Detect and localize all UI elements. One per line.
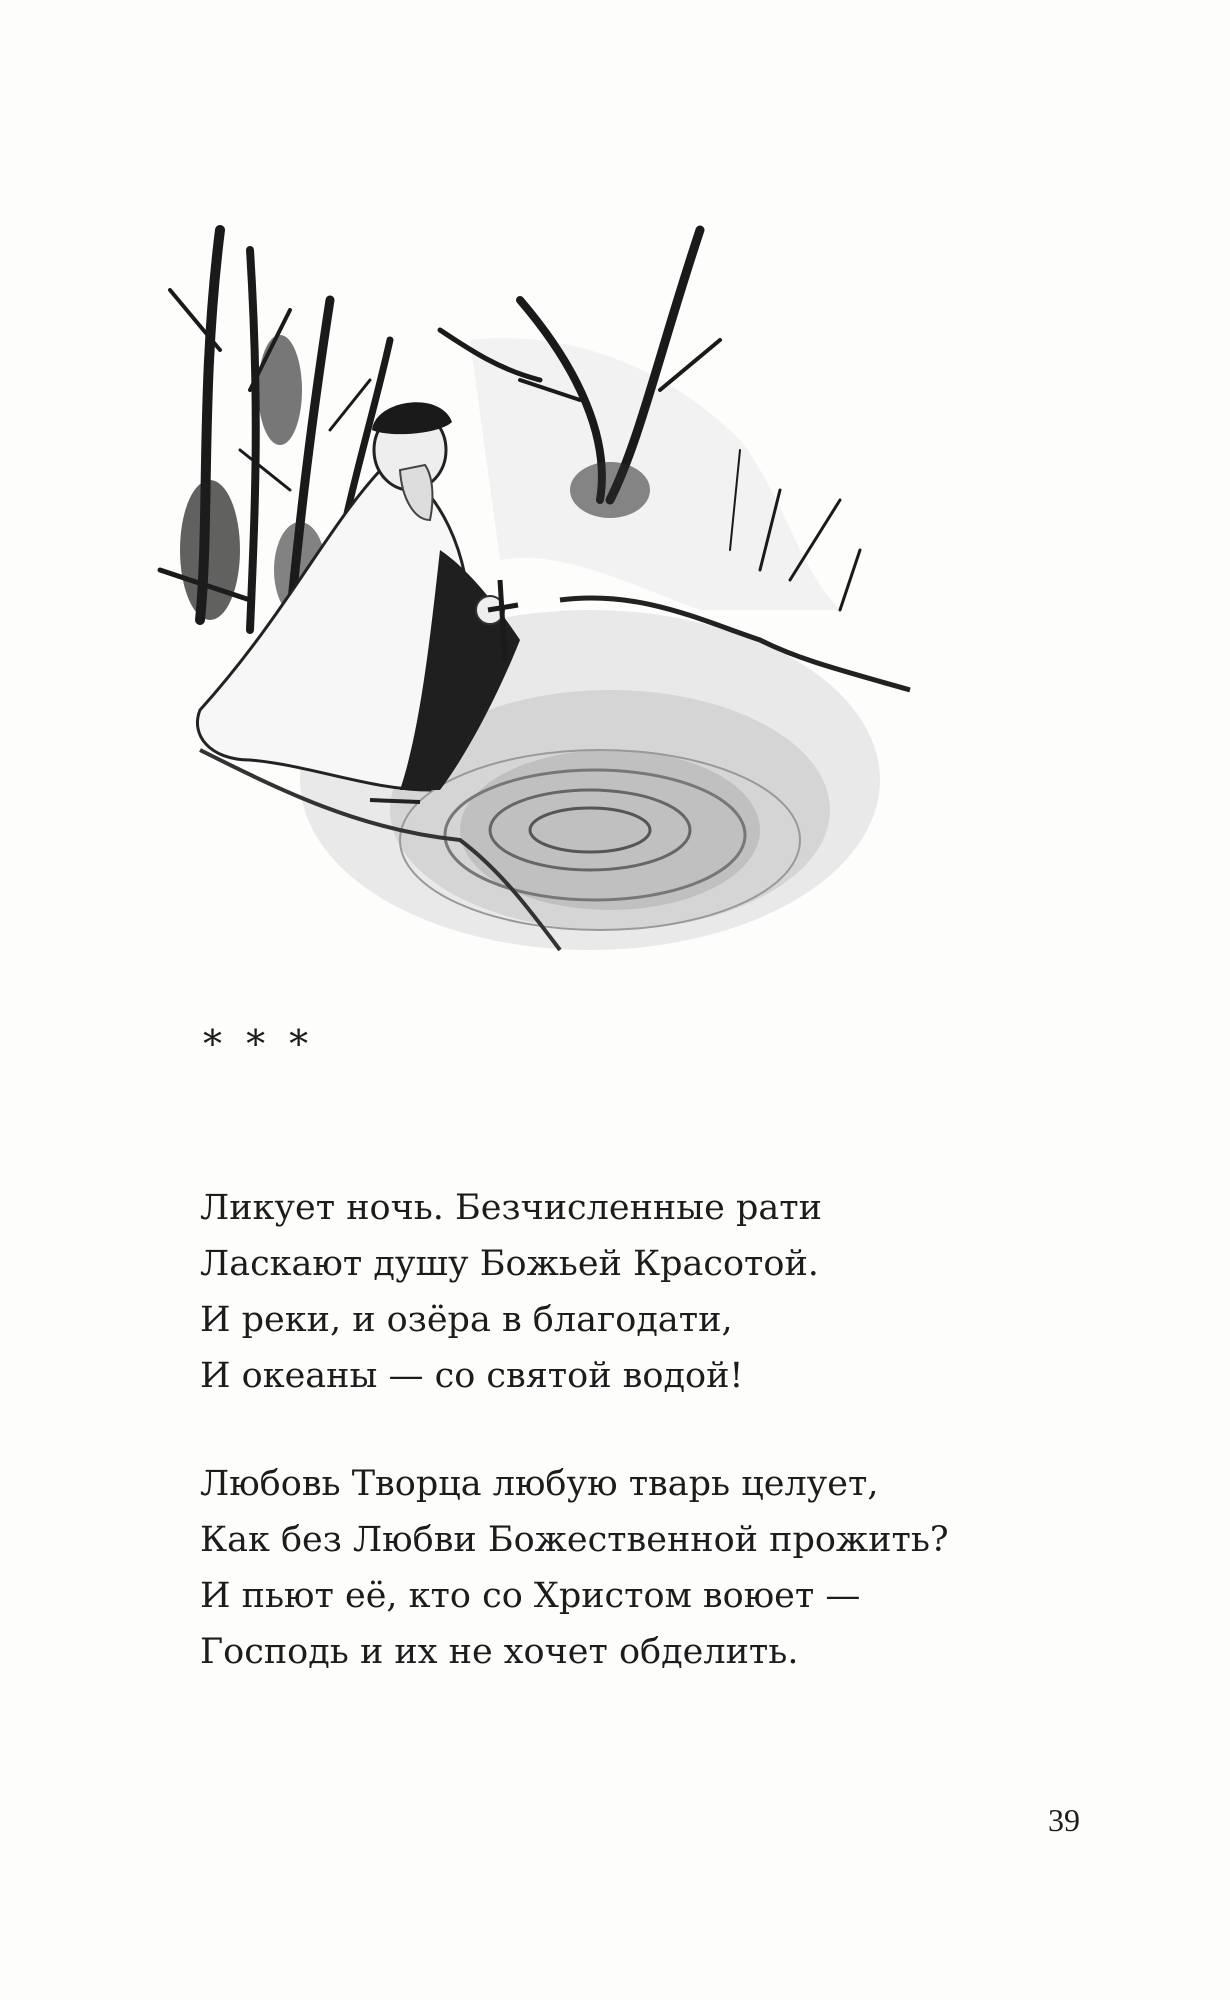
poem-line: Как без Любви Божественной прожить?: [200, 1520, 949, 1560]
poem-line: Господь и их не хочет обделить.: [200, 1632, 799, 1672]
monk-at-frozen-river-illustration: [140, 190, 970, 1020]
stanza: [200, 1456, 949, 1680]
poem-line: Ликует ночь. Безчисленные рати: [200, 1188, 822, 1228]
poem-line: И пьют её, кто со Христом воюет —: [200, 1576, 861, 1616]
bleed-through-text: [640, 150, 655, 204]
stanza: [200, 1180, 949, 1404]
poem-line: Ласкают душу Божьей Красотой.: [200, 1244, 819, 1284]
section-separator: * * *: [203, 1022, 315, 1066]
page-number: 39: [1048, 1802, 1080, 1838]
poem-line: И океаны — со святой водой!: [200, 1356, 744, 1396]
poem: [200, 1180, 949, 1732]
poem-line: Любовь Творца любую тварь целует,: [200, 1464, 879, 1504]
poem-line: И реки, и озёра в благодати,: [200, 1300, 733, 1340]
